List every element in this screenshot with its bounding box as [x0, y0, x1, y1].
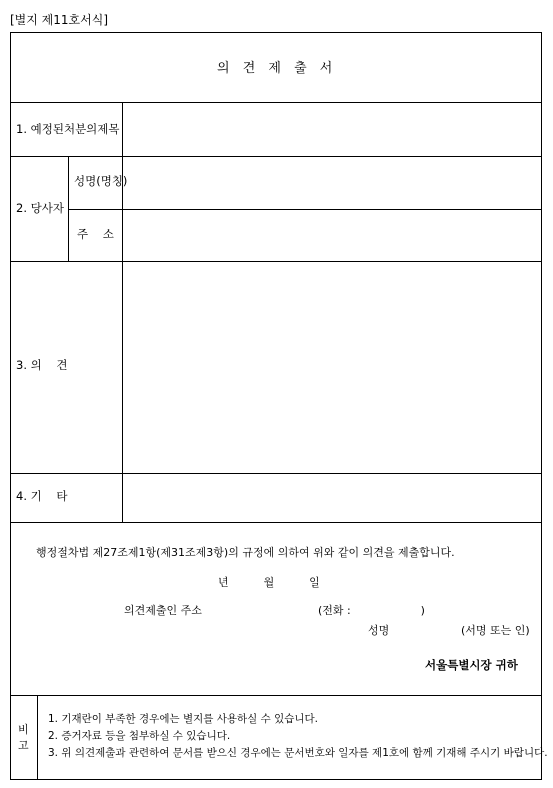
- form-number: [별지 제11호서식]: [10, 13, 108, 27]
- remarks-label: 비 고: [18, 723, 29, 752]
- name-field[interactable]: [123, 157, 541, 209]
- date-line: 년 월 일: [218, 576, 320, 589]
- divider-statement: [10, 695, 542, 696]
- sign-or-seal-label: (서명 또는 인): [461, 624, 530, 637]
- remarks-column-divider: [37, 695, 38, 780]
- phone-label: (전화 : ): [318, 604, 425, 617]
- divider-item4: [10, 522, 542, 523]
- address-field[interactable]: [123, 210, 541, 261]
- label-planned-disposition: 1. 예정된처분의제목: [16, 122, 120, 136]
- label-other: 4. 기 타: [16, 489, 68, 503]
- submission-statement: 행정절차법 제27조제1항(제31조제3항)의 규정에 의하여 위와 같이 의견을 제출합니다.: [36, 546, 455, 559]
- label-name: 성명(명칭): [74, 174, 128, 188]
- signature-label: 성명: [368, 624, 390, 637]
- label-party: 2. 당사자: [16, 201, 64, 215]
- other-field[interactable]: [123, 474, 541, 522]
- remark-2: 2. 증거자료 등을 첨부하실 수 있습니다.: [48, 730, 231, 742]
- remark-3: 3. 위 의견제출과 관련하여 문서를 받으신 경우에는 문서번호와 일자를 제1호에 함께 기재해 주시기 바랍니다.: [48, 747, 548, 759]
- opinion-field[interactable]: [123, 262, 541, 473]
- remark-1: 1. 기재란이 부족한 경우에는 별지를 사용하실 수 있습니다.: [48, 713, 319, 725]
- party-subcolumn-divider: [68, 156, 69, 261]
- label-opinion: 3. 의 견: [16, 358, 68, 372]
- form-title: 의 견 제 출 서: [217, 61, 333, 76]
- label-address: 주 소: [77, 227, 114, 241]
- planned-disposition-field[interactable]: [123, 103, 541, 156]
- addressee: 서울특별시장 귀하: [425, 658, 518, 672]
- submitter-address-label: 의견제출인 주소: [124, 604, 202, 617]
